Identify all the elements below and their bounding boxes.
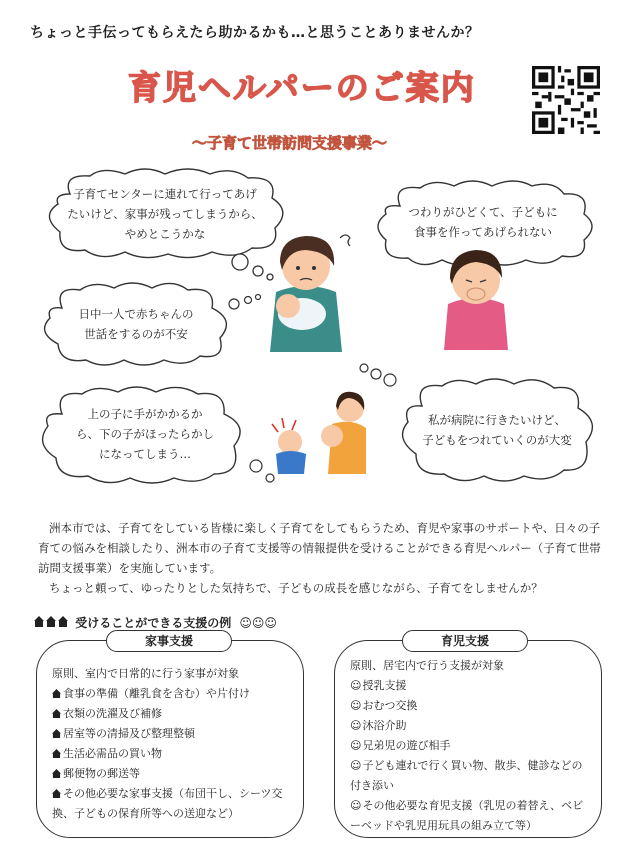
list-item xyxy=(52,744,296,764)
list-item xyxy=(350,796,594,816)
intro-paragraph-2: ちょっと頼って、ゆったりとした気持ちで、子どもの成長を感じながら、子育てをしませんか？ xyxy=(49,581,543,595)
woman-with-morning-sickness-illustration xyxy=(436,238,516,350)
list-item-text: 生活必需品の買い物 xyxy=(63,747,162,760)
house-icon xyxy=(52,689,61,698)
cloud-line: 上の子に手がかかるか xyxy=(87,407,203,421)
cloud-line: 世話をするのが不安 xyxy=(84,327,188,341)
housework-support-label: 家事支援 xyxy=(106,630,232,652)
cloud-line: ら、下の子がほったらかし xyxy=(76,427,214,441)
house-icon xyxy=(52,709,61,718)
list-item xyxy=(52,724,296,744)
smile-icon: ☺ xyxy=(350,679,362,692)
cloud-line: 子育てセンターに連れて行ってあげ xyxy=(73,187,257,201)
cloud-line: つわりがひどくて、子どもに xyxy=(408,205,558,219)
list-item xyxy=(350,716,594,736)
house-icon xyxy=(52,769,61,778)
housework-intro: 原則、室内で日常的に行う家事が対象 xyxy=(52,667,239,680)
cloud-4-text xyxy=(52,404,238,464)
list-item-text: 食事の準備（離乳食を含む）や片付け xyxy=(63,687,250,700)
smile-icon: ☺ xyxy=(350,799,362,812)
list-item xyxy=(350,676,594,696)
list-item xyxy=(52,784,296,804)
smile-icon: ☺ xyxy=(350,759,362,772)
mother-holding-baby-illustration xyxy=(256,222,356,352)
list-item-text: 沐浴介助 xyxy=(362,719,407,732)
list-item-text: 授乳支援 xyxy=(362,679,407,692)
qr-code-icon[interactable] xyxy=(532,66,600,134)
cloud-5-text xyxy=(406,410,588,450)
list-item-continued: ーベッドや乳児用玩具の組み立て等） xyxy=(350,819,537,832)
cloud-1-text xyxy=(58,184,272,244)
list-item-text: おむつ交換 xyxy=(362,699,418,712)
list-item-text: 子ども連れで行く買い物、散歩、健診などの xyxy=(362,759,583,772)
support-examples-title: 受けることができる支援の例 xyxy=(75,616,232,630)
house-icon xyxy=(34,616,71,630)
support-examples-heading xyxy=(34,614,277,631)
smile-icon: ☺ xyxy=(350,739,362,752)
list-item-text: その他必要な育児支援（乳児の着替え、ベビ xyxy=(362,799,584,812)
list-item-text: 郵便物の郵送等 xyxy=(63,767,140,780)
childcare-intro: 原則、居宅内で行う支援が対象 xyxy=(350,659,504,672)
thought-cloud-4 xyxy=(34,384,256,486)
smile-icon: ☺ xyxy=(350,699,362,712)
list-item xyxy=(350,736,594,756)
cloud-line: 子どもをつれていくのが大変 xyxy=(422,433,572,447)
smile-icons: ☺☺☺ xyxy=(239,616,277,630)
cloud-2-text xyxy=(388,202,578,242)
list-item-continued: 換、子どもの保育所等への送迎など） xyxy=(52,807,239,820)
house-icon xyxy=(52,789,61,798)
list-item-text: その他必要な家事支援（布団干し、シーツ交 xyxy=(63,787,283,800)
cloud-line: 食事を作ってあげられない xyxy=(414,225,552,239)
smile-icon: ☺ xyxy=(350,719,362,732)
siblings-and-mother-illustration xyxy=(262,384,372,484)
list-item xyxy=(52,764,296,784)
list-item xyxy=(52,704,296,724)
list-item xyxy=(52,684,296,704)
header-question: ちょっと手伝ってもらえたら助かるかも…と思うことありませんか？ xyxy=(30,25,480,41)
thought-cloud-3 xyxy=(36,280,236,366)
cloud-line: 日中一人で赤ちゃんの xyxy=(78,307,194,321)
thought-cloud-5 xyxy=(394,376,600,486)
list-item-text: 居室等の清掃及び整理整頓 xyxy=(63,727,195,740)
cloud-line: になってしまう… xyxy=(99,447,191,461)
list-item-continued: 付き添い xyxy=(350,779,394,792)
list-item xyxy=(350,696,594,716)
cloud-line: 私が病院に行きたいけど、 xyxy=(428,413,566,427)
housework-support-list xyxy=(52,664,296,824)
intro-text xyxy=(38,518,610,598)
house-icon xyxy=(52,749,61,758)
page-title: 育児ヘルパーのご案内 xyxy=(128,68,476,107)
intro-paragraph-1: 洲本市では、子育てをしている皆様に楽しく子育てをしてもらうため、育児や家事のサポートや、日々の子育ての悩みを相談したり、洲本市の子育て支援等の情報提供を受けることができる育児ヘルパー（子育て世帯訪問支援事業）を実施しています。 xyxy=(38,521,601,575)
cloud-line: たいけど、家事が残ってしまうから、 xyxy=(67,207,263,221)
childcare-support-list xyxy=(350,656,594,836)
cloud-3-text xyxy=(50,304,222,344)
list-item xyxy=(350,756,594,776)
list-item-text: 兄弟児の遊び相手 xyxy=(362,739,451,752)
house-icon xyxy=(52,729,61,738)
list-item-text: 衣類の洗濯及び補修 xyxy=(63,707,162,720)
page-subtitle: 〜子育て世帯訪問支援事業〜 xyxy=(192,134,388,152)
cloud-line: やめとこうかな xyxy=(124,227,206,241)
childcare-support-label: 育児支援 xyxy=(402,630,528,652)
